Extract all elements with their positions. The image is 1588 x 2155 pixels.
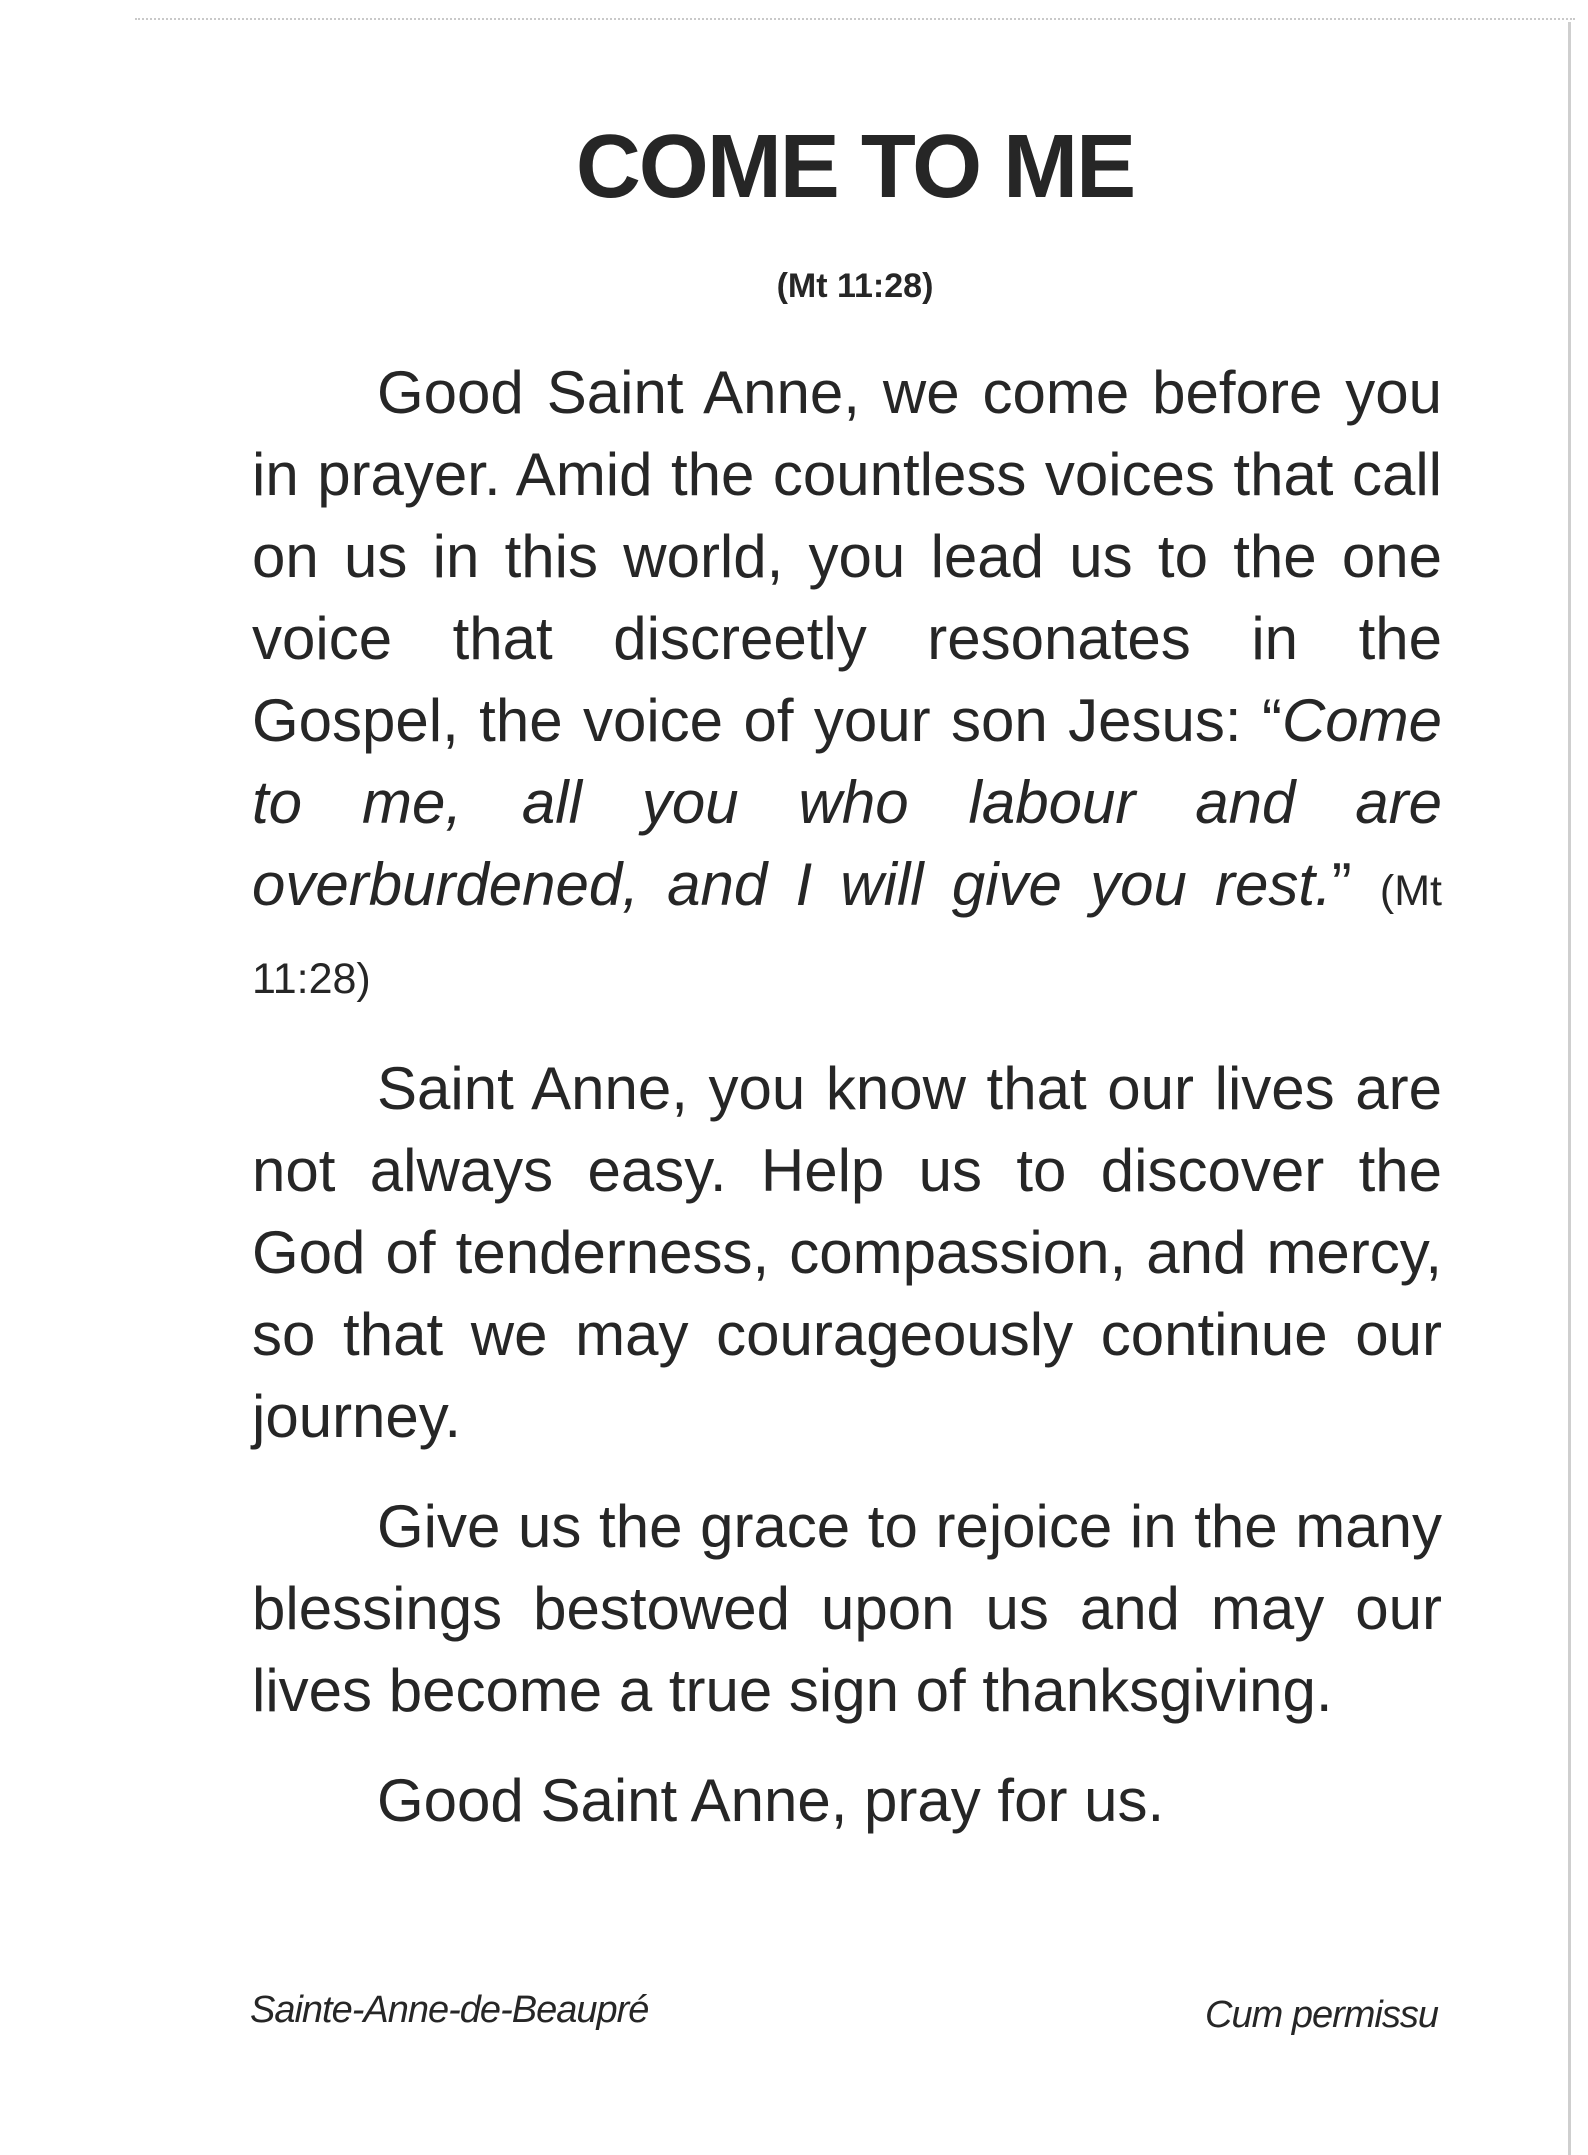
footer-place: Sainte-Anne-de-Beaupré [250, 1989, 649, 2031]
gospel-verse: Come to me, all you who labour and are overburdened, and I will give you rest. [252, 687, 1442, 918]
prayer-paragraph-3: Give us the grace to rejoice in the many blessings bestowed upon us and may our lives become a true sign of thanksgiving. [252, 1493, 1442, 1724]
prayer-paragraph-1 [252, 352, 1442, 1020]
card-right-edge [1568, 22, 1571, 2155]
title-scripture-reference: (Mt 11:28) [776, 267, 934, 305]
footer-imprimatur: Cum permissu [1205, 1994, 1438, 2036]
prayer-body [252, 352, 1442, 1842]
prayer-title: COME TO ME [575, 117, 1135, 217]
card-top-edge [135, 18, 1575, 20]
paragraph-1-intro: Good Saint Anne, we come before you in prayer. Amid the countless voices that call on us in this world, you lead us to the one voice that discreetly resonates in the Gospel, the voice of your son Jesus: “ [252, 359, 1442, 754]
verse-closing-quote: ” [1331, 851, 1380, 918]
closing-invocation: Good Saint Anne, pray for us. [377, 1767, 1165, 1834]
verse-citation: (Mt 11:28) [252, 867, 1442, 1003]
prayer-paragraph-2: Saint Anne, you know that our lives are not always easy. Help us to discover the God of tenderness, compassion, and mercy, so that we may courageously continue our journey. [252, 1055, 1442, 1450]
